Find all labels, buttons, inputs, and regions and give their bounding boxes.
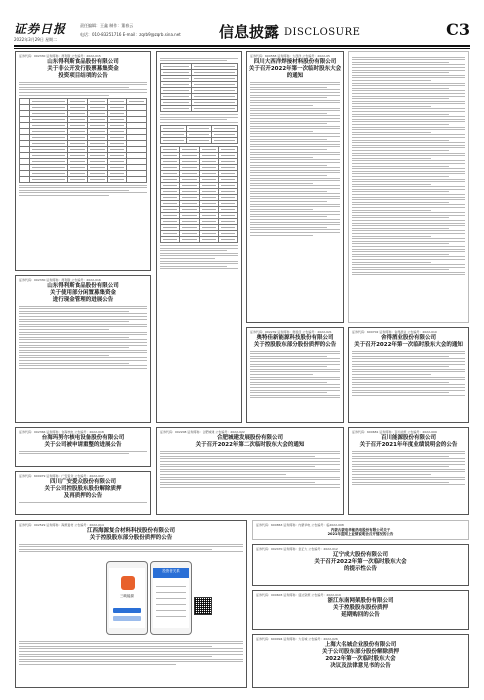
stock-code-line: 证券代码：000603 证券简称：盛达资源 公告编号：2022-019	[256, 593, 341, 597]
tab-label: 投资者关系	[162, 569, 180, 573]
announcement-title: 内蒙古蒙电华能热电股份有限公司关于 2021年度网上业绩说明会召开情况的公告	[327, 528, 394, 536]
announcement-title: 奥特佳新能源科技股份有限公司 关于控股股东部分股份质押的公告	[253, 335, 337, 348]
body-text	[157, 114, 241, 123]
announcement-title: 四川大西洋焊接材料股份有限公司 关于召开2022年第一次临时股东大会的通知	[248, 59, 342, 79]
announcement-box	[252, 634, 469, 688]
body-text	[157, 451, 343, 488]
stock-code-line: 证券代码：002470 证券简称：金正大 公告编号：2022-012	[256, 547, 338, 551]
body-text	[247, 351, 343, 399]
announcement-title: 合肥城建发展股份有限公司 关于召开2022年第二次临时股东大会的通知	[195, 435, 305, 448]
phone-screenshot	[106, 561, 148, 635]
announcement-box	[15, 427, 151, 467]
announcement-box	[348, 427, 469, 515]
announcement-box	[15, 520, 247, 688]
stock-code-line: 证券代码：002366 证券简称：台海核电 公告编号：2022-018	[19, 430, 104, 434]
announcement-title: 四川广安爱众股份有限公司 关于公司控股股东股份解除质押 及再质押的公告	[44, 479, 122, 499]
announcement-title: 舍得酒业股份有限公司 关于召开2022年第一次临时股东大会的通知	[354, 335, 463, 348]
masthead-rule	[14, 45, 470, 47]
body-text	[16, 544, 246, 553]
body-text	[247, 82, 343, 236]
body-text	[349, 451, 468, 486]
phone-screen	[153, 568, 189, 628]
phone-screen	[109, 568, 145, 628]
data-table	[19, 98, 147, 183]
body-text	[16, 82, 150, 96]
issue-date: 2022年3月29日 星期二	[14, 37, 58, 42]
masthead-rule-thin	[14, 48, 470, 49]
body-text	[16, 306, 150, 369]
stock-code-line: 证券代码：002330 证券简称：得利斯 公告编号：2022-016	[19, 278, 101, 282]
announcement-title: 辽宁成大股份有限公司 关于召开2022年第一次临时股东大会 的提示性公告	[314, 552, 407, 572]
stock-code-line: 证券代码：600863 证券简称：内蒙华电 公告编号：临2022-008	[256, 523, 344, 527]
announcement-box	[15, 51, 151, 271]
data-table	[160, 146, 238, 243]
announcement-box	[252, 544, 469, 586]
app-name: 三峡能源	[120, 594, 134, 598]
stock-code-line: 证券代码：002208 证券简称：合肥城建 公告编号：2022-022	[160, 430, 245, 434]
body-text	[16, 185, 150, 196]
announcement-title: 浙江东南网架股份有限公司 关于控股股东股份质押 延期购回的公告	[327, 598, 394, 618]
announcement-box	[246, 327, 344, 423]
app-icon	[121, 576, 135, 590]
announcement-box	[15, 471, 151, 515]
stock-code-line: 证券代码：600094 证券简称：大名城 公告编号：2022-026	[256, 637, 338, 641]
register-button[interactable]	[113, 616, 141, 621]
data-table	[160, 125, 238, 144]
body-text	[16, 502, 150, 503]
stock-code-line: 证券代码：002330 证券简称：得利斯 公告编号：2022-015	[19, 54, 101, 58]
announcement-title: 山东得利斯食品股份有限公司 关于使用部分闲置募集资金 进行现金管理的进展公告	[47, 283, 119, 303]
contact-info: 电话：010-83251716 E-mail：zqrb9@zqrb.sina.net	[80, 32, 181, 37]
editor-info: 责任编辑：王鑫 制作：董春云	[80, 23, 134, 28]
announcement-title: 江西海源复合材料科技股份有限公司 关于控股股东部分股份质押的公告	[86, 528, 175, 541]
stock-code-line: 证券代码：002529 证券简称：海源复材 公告编号：2022-014	[19, 523, 104, 527]
body-text	[16, 639, 246, 667]
phone-screenshot	[150, 561, 192, 635]
table-continuation	[156, 51, 242, 423]
announcement-title: 百川能源股份有限公司 关于召开2021年年度业绩说明会的公告	[359, 435, 458, 448]
announcement-box	[246, 51, 344, 323]
announcement-title: 山东得利斯食品股份有限公司 关于非公开发行股票募集资金 投资项目结项的公告	[47, 59, 119, 79]
announcement-box	[348, 51, 469, 323]
announcement-box	[15, 275, 151, 423]
announcement-box	[252, 520, 469, 540]
login-button[interactable]	[113, 608, 141, 613]
newspaper-logo: 证券日报	[14, 22, 67, 36]
stock-code-line: 证券代码：600702 证券简称：舍得酒业 公告编号：2022-010	[352, 330, 437, 334]
data-table	[160, 63, 238, 112]
stock-code-line: 证券代码：600681 证券简称：百川能源 公告编号：2022-009	[352, 430, 437, 434]
announcement-title: 台海玛努尔核电设备股份有限公司 关于公司被申请重整的进展公告	[41, 435, 125, 448]
announcement-title: 上海大名城企业股份有限公司 关于公司股东部分股份解除质押 2022年第一次临时股东大会 决议及法律意见书的公告	[321, 642, 399, 669]
page-number: C3	[446, 20, 470, 39]
masthead	[14, 20, 470, 44]
body-text	[157, 52, 241, 61]
stock-code-line: 证券代码：600979 证券简称：广安爱众 公告编号：2022-017	[19, 474, 104, 478]
body-text	[16, 451, 150, 455]
announcement-box	[252, 590, 469, 630]
body-text	[349, 351, 468, 396]
qr-code-icon	[194, 597, 212, 615]
section-title: 信息披露	[219, 23, 280, 41]
body-text	[349, 52, 468, 275]
announcement-box	[156, 427, 344, 515]
section-title-en: DISCLOSURE	[284, 27, 361, 38]
body-text	[157, 245, 241, 269]
stock-code-line: 证券代码：600558 证券简称：大西洋 公告编号：2022-05	[250, 54, 330, 58]
announcement-box	[348, 327, 469, 423]
stock-code-line: 证券代码：002239 证券简称：奥特佳 公告编号：2022-021	[250, 330, 332, 334]
